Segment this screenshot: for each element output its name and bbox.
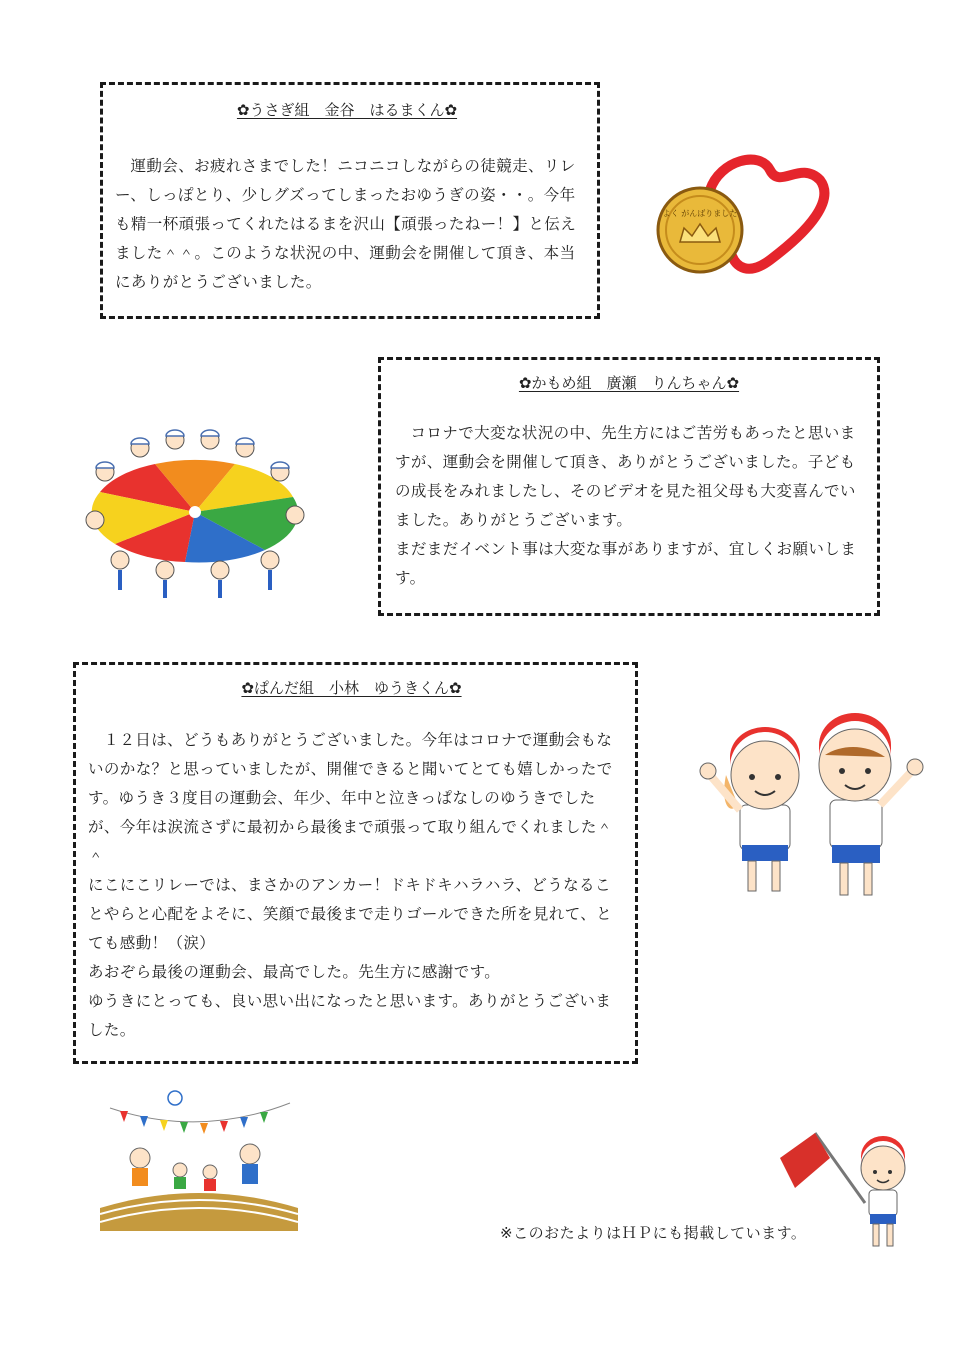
message-body-panda-3: あおぞら最後の運動会、最高でした。先生方に感謝です。 xyxy=(88,963,501,981)
message-body-usagi: 運動会、お疲れさまでした！ニコニコしながらの徒競走、リレー、しっぽとり、少しグズってしまったおゆうぎの姿・・。今年も精一杯頑張ってくれたはるまを沢山【頑張ったねー！】と伝えました＾＾。このような状況の中、運動会を開催して頂き、本当にありがとうございました。 xyxy=(115,157,577,291)
message-body-panda-2: にこにこリレーでは、まさかのアンカー！ドキドキハラハラ、どうなることやらと心配をよそに、笑顔で最後まで走りゴールできた所を見れて、とても感動！（涙） xyxy=(88,876,613,952)
message-body-kamome-1: コロナで大変な状況の中、先生方にはご苦労もあったと思いますが、運動会を開催して頂き、ありがとうございました。子どもの成長をみれましたし、そのビデオを見た祖父母も大変喜んでいました。ありがとうございます。 xyxy=(395,424,856,529)
message-body-panda-1: １２日は、どうもありがとうございました。今年はコロナで運動会もないのかな？と思っていましたが、開催できると聞いてとても嬉しかったです。ゆうき３度目の運動会、年少、年中と泣きっぱなしのゆうきでしたが、今年は涙流さずに最初から最後まで頑張って取り組んでくれました＾＾ xyxy=(88,731,613,865)
medal-text: よく がんばりました xyxy=(662,209,738,218)
message-title-usagi: ✿うさぎ組 金谷 はるまくん✿ xyxy=(236,101,458,119)
message-title-panda: ✿ぱんだ組 小林 ゆうきくん✿ xyxy=(241,679,462,697)
message-box-usagi xyxy=(100,82,600,319)
medal-illustration xyxy=(650,150,840,310)
message-body-kamome-2: まだまだイベント事は大変な事がありますが、宜しくお願いします。 xyxy=(395,540,857,587)
message-title-kamome: ✿かもめ組 廣瀬 りんちゃん✿ xyxy=(518,374,740,392)
parachute-play-illustration xyxy=(70,420,320,600)
message-body-panda-4: ゆうきにとっても、良い思い出になったと思います。ありがとうございました。 xyxy=(88,992,612,1039)
message-box-kamome xyxy=(378,357,880,616)
message-box-panda xyxy=(73,662,638,1064)
cheering-kids-illustration xyxy=(690,705,935,905)
footnote: ※このおたよりはＨＰにも掲載しています。 xyxy=(500,1224,807,1242)
sports-festival-illustration xyxy=(100,1088,298,1231)
